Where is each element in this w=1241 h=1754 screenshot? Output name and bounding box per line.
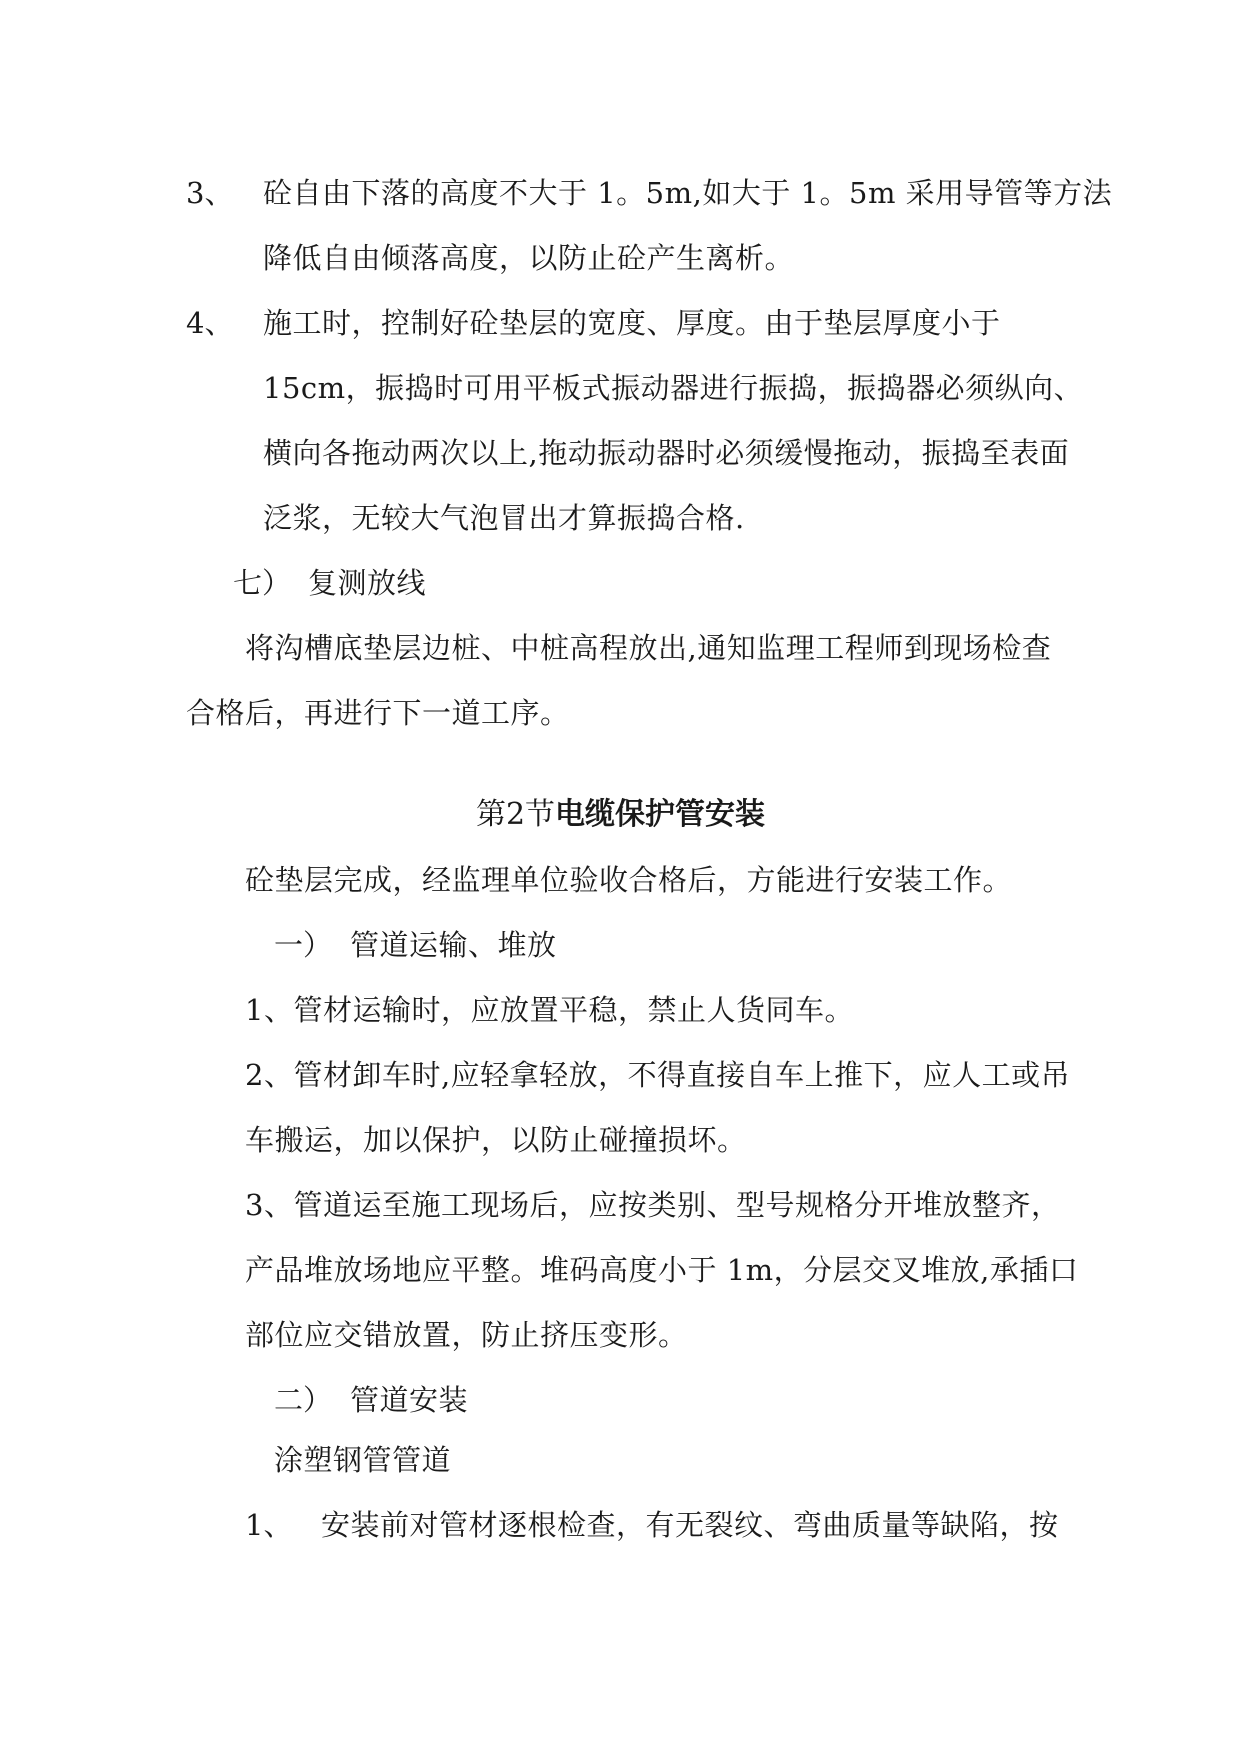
section-title: 管道运输、堆放 <box>350 928 557 962</box>
section-number: 二） <box>274 1383 333 1417</box>
body-text-line: 安装前对管材逐根检查，有无裂纹、弯曲质量等缺陷，按 <box>321 1508 1059 1542</box>
body-text-line: 合格后，再进行下一道工序。 <box>186 696 570 730</box>
list-number: 4、 <box>186 306 234 340</box>
heading-title: 电缆保护管安装 <box>555 797 766 832</box>
body-text-line: 1、管材运输时，应放置平稳，禁止人货同车。 <box>245 993 854 1027</box>
list-number: 1、 <box>245 1508 293 1542</box>
section-title: 管道安装 <box>350 1383 469 1417</box>
body-text-line: 车搬运，加以保护，以防止碰撞损坏。 <box>245 1123 747 1157</box>
body-text-line: 部位应交错放置，防止挤压变形。 <box>245 1318 688 1352</box>
body-text-line: 砼垫层完成，经监理单位验收合格后，方能进行安装工作。 <box>245 863 1013 897</box>
section-number: 一） <box>274 928 333 962</box>
list-number: 3、 <box>186 176 234 210</box>
section-number: 七） <box>233 566 292 600</box>
body-text-line: 将沟槽底垫层边桩、中桩高程放出,通知监理工程师到现场检查 <box>245 631 1052 665</box>
body-text-line: 横向各拖动两次以上,拖动振动器时必须缓慢拖动，振捣至表面 <box>263 436 1070 470</box>
subsection-subtitle: 涂塑钢管管道 <box>274 1443 452 1477</box>
body-text-line: 泛浆，无较大气泡冒出才算振捣合格. <box>263 501 745 535</box>
body-text-line: 砼自由下落的高度不大于 1。5m,如大于 1。5m 采用导管等方法 <box>263 176 1113 210</box>
section-title: 复测放线 <box>308 566 427 600</box>
heading-prefix: 第2节 <box>475 797 556 832</box>
section-heading <box>0 795 1241 835</box>
body-text-line: 降低自由倾落高度，以防止砼产生离析。 <box>263 241 795 275</box>
body-text-line: 产品堆放场地应平整。堆码高度小于 1m，分层交叉堆放,承插口 <box>245 1253 1079 1287</box>
body-text-line: 3、管道运至施工现场后，应按类别、型号规格分开堆放整齐， <box>245 1188 1061 1222</box>
body-text-line: 施工时，控制好砼垫层的宽度、厚度。由于垫层厚度小于 <box>263 306 1001 340</box>
body-text-line: 2、管材卸车时,应轻拿轻放，不得直接自车上推下，应人工或吊 <box>245 1058 1071 1092</box>
body-text-line: 15cm，振捣时可用平板式振动器进行振捣，振捣器必须纵向、 <box>263 371 1084 405</box>
